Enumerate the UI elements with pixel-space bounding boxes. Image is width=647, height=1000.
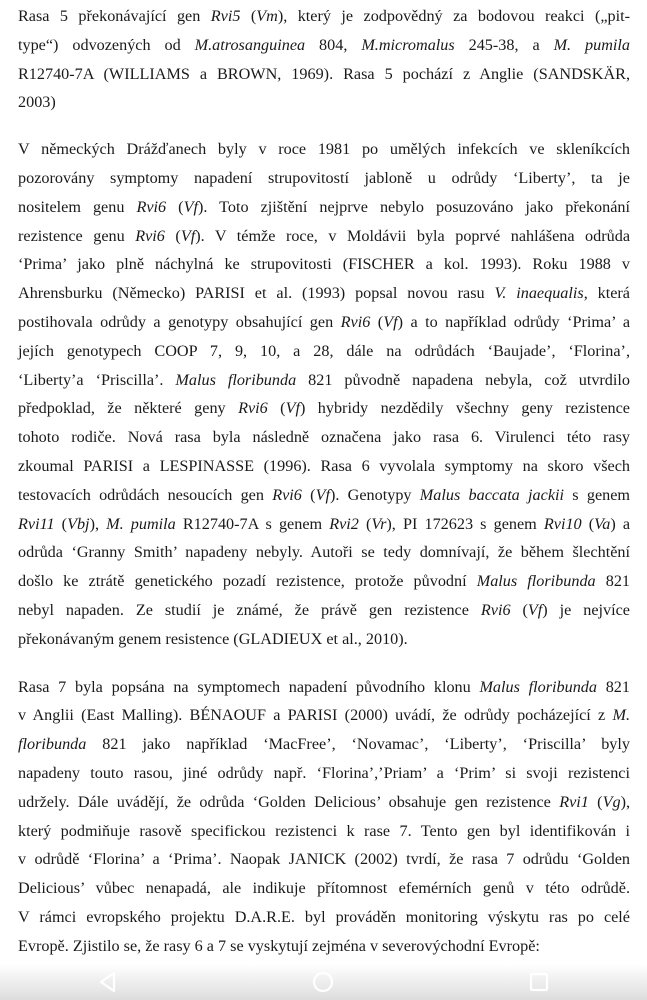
text-line	[18, 452, 630, 481]
text-run: došlo ke ztrátě genetického pozadí rezistence, protože původní	[18, 572, 477, 591]
text-line	[18, 2, 630, 31]
text-line	[18, 164, 630, 193]
text-run: ). Toto zjištění nejprve nebylo posuzováno jako překonání	[197, 197, 631, 216]
text-run: R12740-7A s genem	[175, 514, 330, 533]
italic-text-run: Rvi6	[272, 485, 302, 504]
text-line	[18, 625, 630, 654]
text-run: Delicious’ vůbec nenapadá, ale indikuje přítomnost efemérních genů v této odrůdě.	[18, 879, 630, 898]
italic-text-run: Vf	[527, 600, 543, 619]
italic-text-run: floribunda	[18, 735, 87, 754]
text-run: postihovala odrůdy a genotypy obsahující gen	[18, 312, 341, 331]
italic-text-run: Rvi2	[329, 514, 359, 533]
italic-text-run: Vf	[180, 226, 196, 245]
text-run: ), PI 172623 s genem	[386, 514, 544, 533]
text-line	[18, 730, 630, 759]
italic-text-run: Vg	[602, 792, 621, 811]
text-line	[18, 31, 630, 60]
italic-text-run: Malus baccata jackii	[419, 485, 565, 504]
italic-text-run: M.micromalus	[361, 35, 455, 54]
text-run: (	[370, 312, 384, 331]
text-run: v Anglii (East Malling). BÉNAOUF a PARISI (2000) uvádí, že odrůdy pocházející z	[18, 706, 613, 725]
text-run: testovacích odrůdách nesoucích gen	[18, 485, 273, 504]
italic-text-run: Vr	[371, 514, 387, 533]
text-run: V rámci evropského projektu D.A.R.E. byl prováděn monitoring výskytu ras po celé	[18, 907, 630, 926]
text-run: (	[358, 514, 372, 533]
text-line	[18, 845, 630, 874]
text-line	[18, 874, 630, 903]
text-line	[18, 481, 630, 510]
text-line	[18, 932, 630, 961]
text-run: ) hybridy nezdědily všechny geny rezistence	[299, 399, 630, 418]
back-icon	[95, 969, 121, 995]
italic-text-run: Vf	[383, 312, 398, 331]
text-run: (	[301, 485, 316, 504]
italic-text-run: Malus floribunda	[476, 572, 596, 591]
text-line	[18, 222, 630, 251]
text-run: (	[267, 399, 286, 418]
text-run: (	[166, 197, 184, 216]
text-line	[18, 337, 630, 366]
text-run: 821	[597, 677, 630, 696]
text-run: 2003)	[18, 93, 56, 112]
text-line	[18, 903, 630, 932]
paragraph-rasa-5	[18, 2, 630, 117]
text-run: tohoto rodiče. Nová rasa byla následně označena jako rasa 6. Virulenci této rasy	[18, 428, 630, 447]
text-run: (	[510, 600, 528, 619]
text-line	[18, 788, 630, 817]
italic-text-run: M.	[612, 706, 630, 725]
italic-text-run: Vf	[315, 485, 330, 504]
italic-text-run: Malus floribunda	[175, 370, 297, 389]
italic-text-run: Malus floribunda	[479, 677, 597, 696]
text-run: Ahrensburku (Německo) PARISI et al. (1993) popsal novou rasu	[18, 284, 495, 303]
text-run: napadeny touto rasou, jiné odrůdy např. ‘Florina’,’Priam’ a ‘Prim’ si svoji rezistenci	[18, 763, 630, 782]
text-run: ),	[620, 792, 630, 811]
recents-button[interactable]	[509, 964, 569, 1000]
paragraph-rasa-7	[18, 673, 630, 961]
text-line	[18, 673, 630, 702]
recents-icon	[526, 969, 552, 995]
text-run: ). Genotypy	[329, 485, 420, 504]
italic-text-run: Rvi6	[340, 312, 371, 331]
italic-text-run: M. pumila	[553, 35, 631, 54]
paragraph-rasa-6	[18, 135, 630, 653]
text-run: nebyl napaden. Ze studií je známé, že právě gen rezistence	[18, 600, 481, 619]
text-run: (	[164, 226, 181, 245]
text-line	[18, 279, 630, 308]
italic-text-run: Rvi5	[210, 7, 241, 25]
text-run: který podmiňuje rasově specifickou rezistenci k rase 7. Tento gen byl identifikován i	[18, 821, 630, 840]
text-line	[18, 701, 630, 730]
home-button[interactable]	[293, 964, 353, 1000]
text-run: ‘Prima’ jako plně náchylná ke strupovitosti (FISCHER a kol. 1993). Roku 1988 v	[18, 255, 630, 274]
italic-text-run: Rvi11	[18, 514, 55, 533]
text-run: , která	[583, 284, 630, 303]
text-run: ), který je zodpovědný za bodovou reakci („pit-	[277, 7, 630, 25]
italic-text-run: M. pumila	[106, 514, 176, 533]
text-run: 821 původně napadena nebyla, což utvrdilo	[296, 370, 630, 389]
italic-text-run: Rvi6	[136, 197, 167, 216]
text-run: odrůda ‘Granny Smith’ napadeny nebyly. Autoři se tedy domnívají, že během šlechtění	[18, 543, 630, 562]
text-line	[18, 193, 630, 222]
text-run: V německých Drážďanech byly v roce 1981 po umělých infekcích ve skleníkcích	[18, 140, 630, 159]
text-run: předpoklad, že některé geny	[18, 399, 239, 418]
text-run: nositelem genu	[18, 197, 137, 216]
text-line	[18, 596, 630, 625]
text-line	[18, 510, 630, 539]
text-run: Rasa 7 byla popsána na symptomech napadení původního klonu	[18, 677, 480, 696]
text-line	[18, 308, 630, 337]
text-run: R12740-7A (WILLIAMS a BROWN, 1969). Rasa 5 pochází z Anglie (SANDSKÄR,	[18, 64, 630, 83]
text-run: 821 jako například ‘MacFree’, ‘Novamac’, ‘Liberty’, ‘Priscilla’ byly	[86, 735, 630, 754]
text-run: v odrůdě ‘Florina’ a ‘Prima’. Naopak JANICK (2002) tvrdí, že rasa 7 odrůdu ‘Golden	[18, 850, 630, 869]
text-run: ) je nejvíce	[542, 600, 630, 619]
text-run: 804,	[305, 35, 362, 54]
text-run: jejích genotypech COOP 7, 9, 10, a 28, dále na odrůdách ‘Baujade’, ‘Florina’,	[18, 341, 630, 360]
text-line	[18, 60, 630, 89]
text-run: 821	[595, 572, 631, 591]
italic-text-run: Vbj	[67, 514, 90, 533]
text-line	[18, 88, 630, 117]
italic-text-run: Rvi1	[559, 792, 589, 811]
text-run: (	[240, 7, 257, 25]
text-run: překonávaným genem resistence (GLADIEUX et al., 2010).	[18, 629, 408, 648]
android-navigation-bar	[0, 964, 647, 1000]
text-run: ‘Liberty’a ‘Priscilla’.	[18, 370, 176, 389]
italic-text-run: Rvi6	[480, 600, 511, 619]
text-line	[18, 538, 630, 567]
home-icon	[310, 969, 336, 995]
text-run: (	[54, 514, 68, 533]
text-line	[18, 567, 630, 596]
italic-text-run: V. inaequalis	[494, 284, 584, 303]
text-run: ). V témže roce, v Moldávii byla poprvé nahlášena odrůda	[195, 226, 631, 245]
italic-text-run: Va	[594, 514, 611, 533]
text-run: rezistence genu	[18, 226, 136, 245]
text-run: s genem	[564, 485, 631, 504]
text-run: 245-38, a	[454, 35, 554, 54]
italic-text-run: Rvi6	[135, 226, 165, 245]
italic-text-run: Rvi10	[543, 514, 582, 533]
text-run: type“) odvozených od	[18, 35, 195, 54]
document-page	[18, 2, 630, 961]
back-button[interactable]	[78, 964, 138, 1000]
text-run: ),	[89, 514, 107, 533]
text-run: ) a	[610, 514, 631, 533]
italic-text-run: Rvi6	[238, 399, 268, 418]
text-line	[18, 759, 630, 788]
text-run: ) a to například odrůdy ‘Prima’ a	[397, 312, 631, 331]
text-run: (	[588, 792, 603, 811]
text-run: zkoumal PARISI a LESPINASSE (1996). Rasa 6 vyvolala symptomy na skoro všech	[18, 456, 630, 475]
italic-text-run: Vf	[285, 399, 300, 418]
text-run: Evropě. Zjistilo se, že rasy 6 a 7 se vyskytují zejména v severovýchodní Evropě:	[18, 936, 540, 955]
text-line	[18, 366, 630, 395]
text-line	[18, 394, 630, 423]
text-run: udržely. Dále uvádějí, že odrůda ‘Golden Delicious’ obsahuje gen rezistence	[18, 792, 560, 811]
text-run: (	[581, 514, 595, 533]
text-run: pozorovány symptomy napadení strupovitostí jabloně u odrůdy ‘Liberty’, ta je	[18, 168, 630, 187]
text-line	[18, 817, 630, 846]
italic-text-run: M.atrosanguinea	[194, 35, 306, 54]
text-line	[18, 135, 630, 164]
text-line	[18, 423, 630, 452]
italic-text-run: Vm	[256, 7, 278, 25]
text-line	[18, 250, 630, 279]
italic-text-run: Vf	[183, 197, 198, 216]
text-run: Rasa 5 překonávající gen	[18, 7, 211, 25]
